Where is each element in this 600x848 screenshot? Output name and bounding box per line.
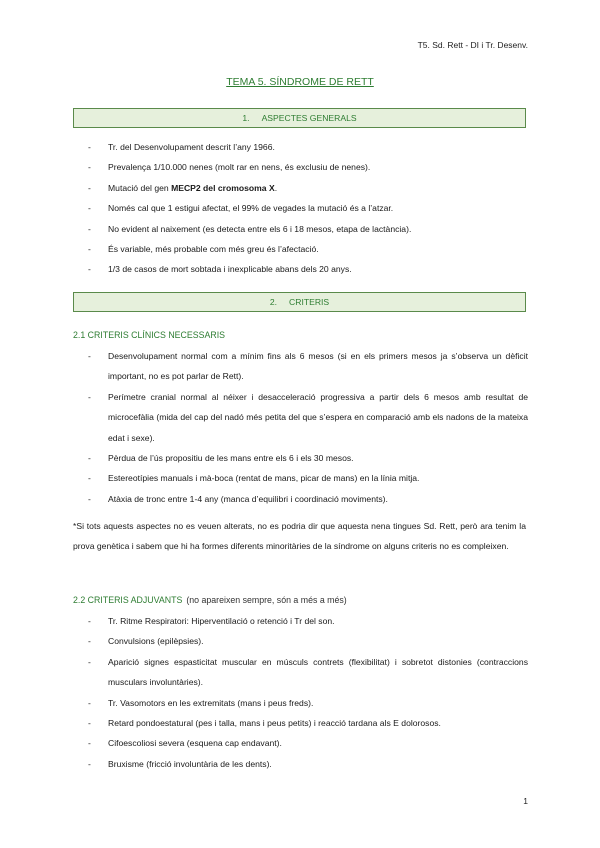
- list-item: - Prevalença 1/10.000 nenes (molt rar en nens, és exclusiu de nenes).: [88, 157, 528, 177]
- list-item: - Perímetre cranial normal al néixer i desacceleració progressiva a partir dels 6 mesos amb resultat de microcefàlia (mida del cap del nadó més petita del que s’espera en comparació amb els nadons de la mateixa edat i sexe).: [88, 387, 528, 448]
- list-item: - Atàxia de tronc entre 1-4 any (manca d’equilibri i coordinació moviments).: [88, 489, 528, 509]
- subsection-heading-criteris-adjuvants: [73, 595, 347, 605]
- list-item: - Aparició signes espasticitat muscular en músculs contrets (flexibilitat) i sobretot distonies (contraccions musculars involuntàries).: [88, 652, 528, 693]
- list-item: - Bruxisme (fricció involuntària de les dents).: [88, 754, 528, 774]
- list-item: - Pèrdua de l’ús propositiu de les mans entre els 6 i els 30 mesos.: [88, 448, 528, 468]
- list-item-text: Mutació del gen: [108, 182, 172, 193]
- list-item: - Tr. Vasomotors en les extremitats (mans i peus freds).: [88, 693, 528, 713]
- document-title: TEMA 5. SÍNDROME DE RETT: [226, 76, 374, 88]
- criteris-clinics-list: [88, 346, 528, 509]
- criteris-adjuvants-list: [88, 611, 528, 774]
- list-item-text: .: [274, 182, 278, 193]
- subsection-heading-note: (no apareixen sempre, són a més a més): [186, 595, 347, 605]
- list-item: [88, 178, 528, 198]
- section-label: ASPECTES GENERALS: [261, 113, 357, 123]
- running-header: T5. Sd. Rett - DI i Tr. Desenv.: [417, 40, 528, 50]
- aspectes-generals-list: [88, 137, 528, 280]
- gene-name: MECP2 del cromosoma X: [171, 182, 275, 193]
- list-item: - Tr. Ritme Respiratori: Hiperventilació o retenció i Tr del son.: [88, 611, 528, 631]
- section-heading-aspectes-generals: [73, 108, 526, 128]
- section-heading-criteris: [73, 292, 526, 312]
- list-item: - Convulsions (epilèpsies).: [88, 631, 528, 651]
- page-number: 1: [523, 796, 528, 806]
- section-number: 1.: [242, 113, 250, 123]
- list-item: - Desenvolupament normal com a mínim fins als 6 mesos (si en els primers mesos ja s’observa un dèficit important, no es pot parlar de Rett).: [88, 346, 528, 387]
- list-item: - Retard pondoestatural (pes i talla, mans i peus petits) i reacció tardana als E dolorosos.: [88, 713, 528, 733]
- list-item: - Només cal que 1 estigui afectat, el 99% de vegades la mutació és a l’atzar.: [88, 198, 528, 218]
- list-item: - És variable, més probable com més greu és l’afectació.: [88, 239, 528, 259]
- list-item: - No evident al naixement (es detecta entre els 6 i 18 mesos, etapa de lactància).: [88, 219, 528, 239]
- criteris-note: *Si tots aquests aspectes no es veuen alterats, no es podria dir que aquesta nena tingues Sd. Rett, però ara tenim la prova genètica i sabem que hi ha formes diferents minoritàries de la síndrome on alguns criteris no es compleixen.: [73, 521, 526, 552]
- list-item: - Tr. del Desenvolupament descrit l’any 1966.: [88, 137, 528, 157]
- subsection-heading-criteris-clinics: 2.1 CRITERIS CLÍNICS NECESSARIS: [73, 330, 226, 340]
- list-item: - Estereotípies manuals i mà-boca (rentat de mans, picar de mans) en la línia mitja.: [88, 468, 528, 488]
- list-item: - 1/3 de casos de mort sobtada i inexplicable abans dels 20 anys.: [88, 259, 528, 279]
- section-label: CRITERIS: [289, 297, 330, 307]
- list-item: - Cifoescoliosi severa (esquena cap endavant).: [88, 733, 528, 753]
- section-number: 2.: [269, 297, 278, 307]
- subsection-heading-text: 2.2 CRITERIS ADJUVANTS: [73, 595, 183, 605]
